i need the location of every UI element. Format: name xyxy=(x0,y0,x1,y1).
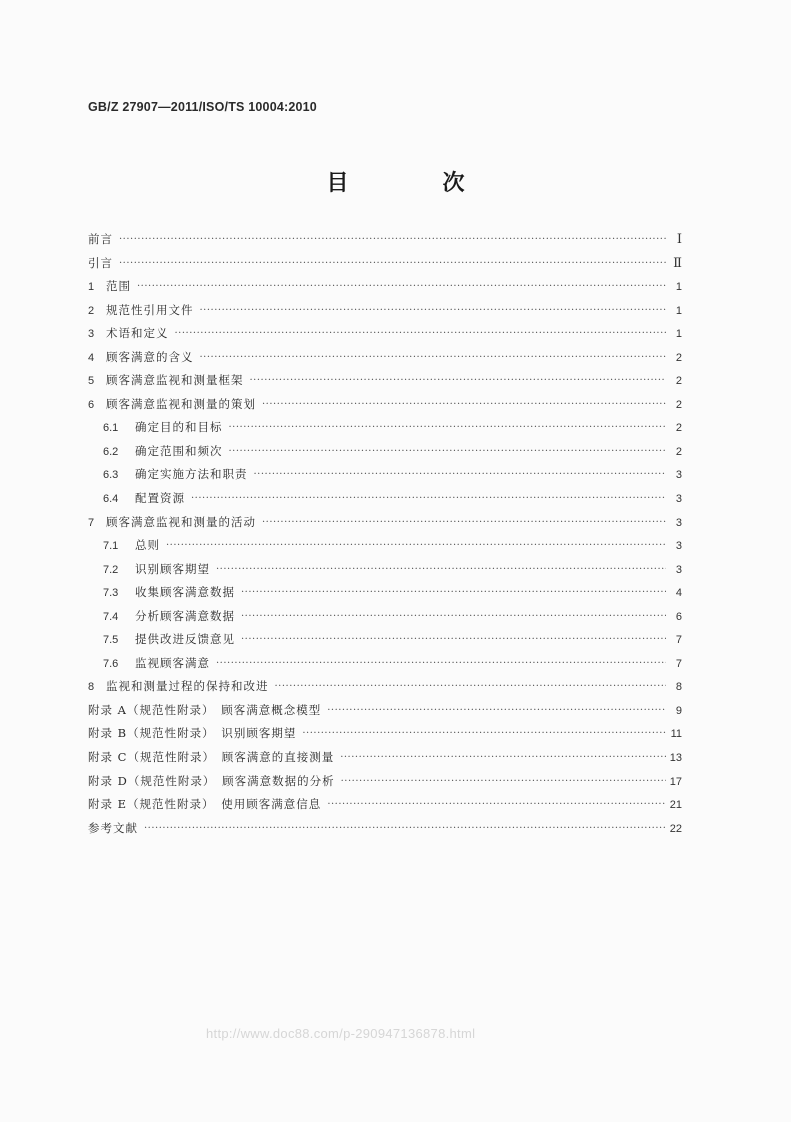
toc-entry-6-1[interactable] xyxy=(88,419,682,443)
toc-entry-label: 分析顾客满意数据 xyxy=(135,608,235,623)
leader-dots xyxy=(119,258,666,269)
toc-entry-6[interactable] xyxy=(88,396,682,420)
toc-entry-label: 总则 xyxy=(135,538,160,553)
leader-dots xyxy=(229,446,667,457)
toc-entry-number: 7.1 xyxy=(103,540,119,553)
toc-entry-label: 术语和定义 xyxy=(106,326,169,341)
toc-entry-page: 1 xyxy=(675,304,682,317)
toc-entry-label: 顾客满意的含义 xyxy=(106,349,194,364)
toc-entry-page: 9 xyxy=(675,704,682,717)
toc-entry-7-2[interactable] xyxy=(88,561,682,585)
toc-entry-label: 规范性引用文件 xyxy=(106,302,194,317)
standard-number: GB/Z 27907—2011/ISO/TS 10004:2010 xyxy=(88,100,317,114)
toc-entry-foreword[interactable] xyxy=(88,231,682,255)
page-title: 目 次 xyxy=(326,171,501,196)
toc-entry-number: 7.3 xyxy=(103,587,119,600)
toc-entry-page: 2 xyxy=(675,398,682,411)
toc-entry-page: 22 xyxy=(669,822,682,835)
leader-dots xyxy=(340,752,666,763)
toc-entry-label: 附录 E（规范性附录） 使用顾客满意信息 xyxy=(88,797,322,812)
leader-dots xyxy=(341,776,666,787)
toc-entry-6-4[interactable] xyxy=(88,490,682,514)
toc-entry-page: 1 xyxy=(675,281,682,294)
toc-entry-6-2[interactable] xyxy=(88,443,682,467)
leader-dots xyxy=(241,634,666,645)
toc-entry-label: 范围 xyxy=(106,279,131,294)
toc-entry-introduction[interactable] xyxy=(88,255,682,279)
leader-dots xyxy=(250,375,667,386)
toc-entry-label: 配置资源 xyxy=(135,491,185,506)
toc-entry-page: 13 xyxy=(669,752,682,765)
toc-entry-number: 8 xyxy=(88,681,95,694)
toc-entry-7[interactable] xyxy=(88,514,682,538)
toc-entry-7-4[interactable] xyxy=(88,608,682,632)
toc-entry-page: 2 xyxy=(675,445,682,458)
leader-dots xyxy=(262,399,666,410)
leader-dots xyxy=(275,681,667,692)
toc-entry-label: 参考文献 xyxy=(88,820,138,835)
toc-entry-annex-c[interactable] xyxy=(88,749,682,773)
toc-entry-label: 提供改进反馈意见 xyxy=(135,632,235,647)
toc-entry-label: 确定实施方法和职责 xyxy=(135,467,248,482)
leader-dots xyxy=(254,469,667,480)
toc-entry-label: 顾客满意监视和测量的策划 xyxy=(106,396,256,411)
leader-dots xyxy=(166,540,666,551)
toc-entry-number: 7 xyxy=(88,516,95,529)
toc-entry-label: 顾客满意监视和测量框架 xyxy=(106,373,244,388)
toc-entry-label: 前言 xyxy=(88,232,113,246)
toc-entry-annex-d[interactable] xyxy=(88,773,682,797)
toc-entry-6-3[interactable] xyxy=(88,466,682,490)
toc-entry-number: 6.4 xyxy=(103,493,119,506)
leader-dots xyxy=(241,587,666,598)
toc-entry-number: 7.5 xyxy=(103,634,119,647)
toc-entry-page: Ⅱ xyxy=(673,254,682,270)
toc-entry-page: 3 xyxy=(675,563,682,576)
toc-entry-label: 收集顾客满意数据 xyxy=(135,585,235,600)
toc-entry-7-5[interactable] xyxy=(88,631,682,655)
toc-entry-number: 7.2 xyxy=(103,563,119,576)
leader-dots xyxy=(327,705,666,716)
toc-entry-page: 6 xyxy=(675,610,682,623)
toc-entry-label: 监视和测量过程的保持和改进 xyxy=(106,679,269,694)
toc-entry-7-1[interactable] xyxy=(88,537,682,561)
toc-entry-page: 3 xyxy=(675,540,682,553)
toc-entry-label: 附录 D（规范性附录） 顾客满意数据的分析 xyxy=(88,773,335,788)
toc-entry-page: 3 xyxy=(675,516,682,529)
leader-dots xyxy=(200,352,667,363)
toc-entry-page: 2 xyxy=(675,422,682,435)
toc-entry-label: 附录 A（规范性附录） 顾客满意概念模型 xyxy=(88,702,322,717)
toc-entry-label: 引言 xyxy=(88,255,113,270)
leader-dots xyxy=(241,611,666,622)
toc-entry-number: 6.1 xyxy=(103,422,119,435)
toc-entry-number: 2 xyxy=(88,304,95,317)
toc-entry-number: 4 xyxy=(88,351,95,364)
toc-entry-label: 识别顾客期望 xyxy=(135,561,210,576)
toc-entry-number: 6.3 xyxy=(103,469,119,482)
toc-entry-page: 2 xyxy=(675,351,682,364)
leader-dots xyxy=(175,328,667,339)
table-of-contents xyxy=(88,231,682,843)
toc-entry-label: 监视顾客满意 xyxy=(135,655,210,670)
toc-entry-label: 确定目的和目标 xyxy=(135,420,223,435)
leader-dots xyxy=(191,493,666,504)
leader-dots xyxy=(216,564,666,575)
toc-entry-label: 附录 B（规范性附录） 识别顾客期望 xyxy=(88,726,297,741)
toc-entry-page: 4 xyxy=(675,587,682,600)
toc-entry-page: 7 xyxy=(675,634,682,647)
toc-entry-1[interactable] xyxy=(88,278,682,302)
toc-entry-annex-a[interactable] xyxy=(88,702,682,726)
toc-entry-page: 17 xyxy=(669,775,682,788)
toc-entry-number: 5 xyxy=(88,375,95,388)
toc-entry-page: 1 xyxy=(675,328,682,341)
leader-dots xyxy=(216,658,666,669)
leader-dots xyxy=(137,281,666,292)
watermark-url: http://www.doc88.com/p-290947136878.html xyxy=(206,1026,476,1041)
toc-entry-label: 顾客满意监视和测量的活动 xyxy=(106,514,256,529)
toc-entry-number: 6 xyxy=(88,398,95,411)
toc-entry-annex-e[interactable] xyxy=(88,796,682,820)
leader-dots xyxy=(119,234,666,245)
toc-entry-page: 11 xyxy=(670,728,682,741)
leader-dots xyxy=(262,517,666,528)
toc-entry-page: 3 xyxy=(675,493,682,506)
toc-entry-8[interactable] xyxy=(88,678,682,702)
toc-entry-5[interactable] xyxy=(88,372,682,396)
toc-entry-bibliography[interactable] xyxy=(88,820,682,844)
toc-entry-annex-b[interactable] xyxy=(88,725,682,749)
toc-entry-page: 7 xyxy=(675,657,682,670)
leader-dots xyxy=(144,823,666,834)
leader-dots xyxy=(200,305,667,316)
toc-entry-page: 21 xyxy=(669,799,682,812)
leader-dots xyxy=(327,799,665,810)
toc-entry-label: 附录 C（规范性附录） 顾客满意的直接测量 xyxy=(88,750,335,765)
toc-entry-2[interactable] xyxy=(88,302,682,326)
toc-entry-3[interactable] xyxy=(88,325,682,349)
toc-entry-number: 7.6 xyxy=(103,657,119,670)
toc-entry-4[interactable] xyxy=(88,349,682,373)
leader-dots xyxy=(229,422,667,433)
toc-entry-label: 确定范围和频次 xyxy=(135,443,223,458)
toc-entry-7-3[interactable] xyxy=(88,584,682,608)
toc-entry-number: 1 xyxy=(88,281,95,294)
toc-entry-number: 3 xyxy=(88,328,95,341)
toc-entry-page: 8 xyxy=(675,681,682,694)
toc-entry-page: 3 xyxy=(675,469,682,482)
toc-entry-page: Ⅰ xyxy=(676,231,682,246)
toc-entry-number: 6.2 xyxy=(103,445,119,458)
toc-entry-number: 7.4 xyxy=(103,610,119,623)
toc-entry-page: 2 xyxy=(675,375,682,388)
toc-entry-7-6[interactable] xyxy=(88,655,682,679)
leader-dots xyxy=(302,728,666,739)
